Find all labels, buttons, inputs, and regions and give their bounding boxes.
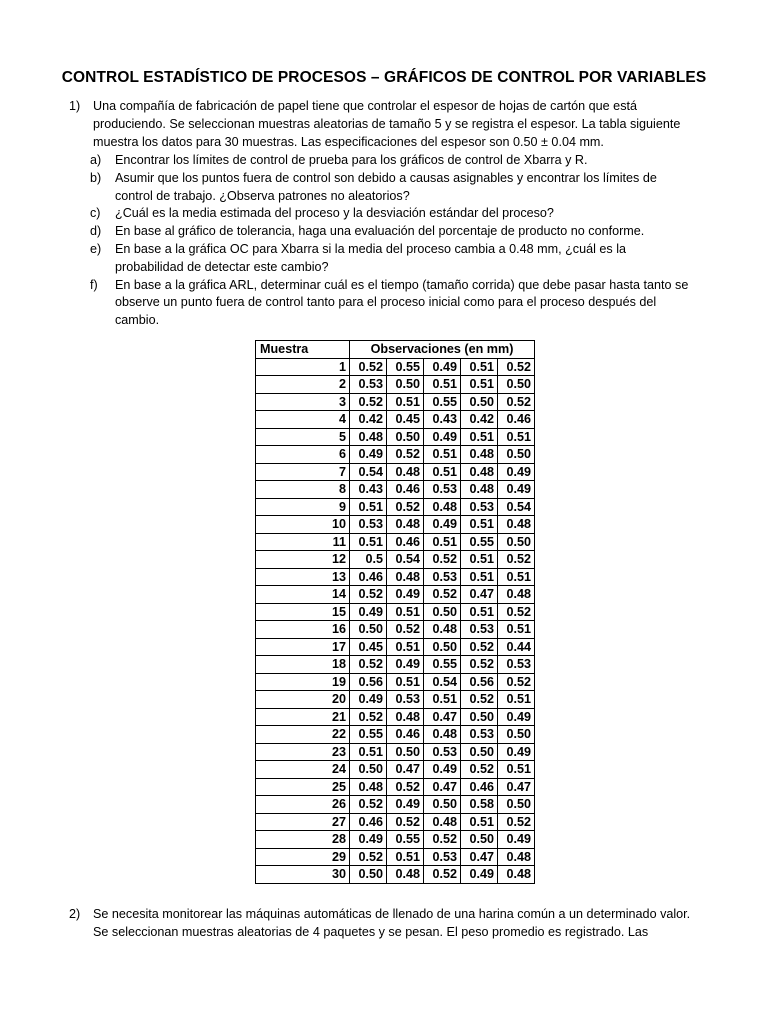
observation-cell: 0.44: [498, 638, 535, 656]
observation-cell: 0.46: [387, 533, 424, 551]
table-row: [256, 586, 535, 604]
observation-cell: 0.50: [387, 743, 424, 761]
muestra-cell: 17: [256, 638, 350, 656]
table-row: [256, 428, 535, 446]
observation-cell: 0.48: [350, 428, 387, 446]
observation-cell: 0.47: [387, 761, 424, 779]
muestra-cell: 6: [256, 446, 350, 464]
problem-1-item-b: b) Asumir que los puntos fuera de control son debido a causas asignables y encontrar los límites de control de trabajo. ¿Observa patrones no aleatorios?: [90, 170, 657, 203]
observation-cell: 0.46: [387, 726, 424, 744]
observation-cell: 0.48: [498, 866, 535, 884]
observation-cell: 0.49: [498, 463, 535, 481]
table-body: [256, 358, 535, 883]
table-row: [256, 411, 535, 429]
page-title: CONTROL ESTADÍSTICO DE PROCESOS – GRÁFICOS DE CONTROL POR VARIABLES: [61, 69, 707, 86]
observation-cell: 0.49: [387, 796, 424, 814]
observation-cell: 0.51: [350, 743, 387, 761]
observation-cell: 0.52: [350, 708, 387, 726]
observation-cell: 0.51: [424, 376, 461, 394]
observation-cell: 0.53: [461, 498, 498, 516]
muestra-cell: 5: [256, 428, 350, 446]
muestra-cell: 27: [256, 813, 350, 831]
observation-cell: 0.52: [387, 446, 424, 464]
muestra-cell: 7: [256, 463, 350, 481]
table-row: [256, 393, 535, 411]
observation-cell: 0.52: [387, 621, 424, 639]
observation-cell: 0.52: [350, 586, 387, 604]
observation-cell: 0.52: [498, 603, 535, 621]
table-row: [256, 533, 535, 551]
observation-cell: 0.55: [387, 358, 424, 376]
observation-cell: 0.51: [461, 568, 498, 586]
observation-cell: 0.46: [498, 411, 535, 429]
problem-2-number: 2): [69, 907, 81, 921]
muestra-cell: 8: [256, 481, 350, 499]
table-row: [256, 656, 535, 674]
observation-cell: 0.51: [498, 568, 535, 586]
observation-cell: 0.49: [350, 691, 387, 709]
observation-cell: 0.54: [387, 551, 424, 569]
observation-cell: 0.50: [424, 638, 461, 656]
observation-cell: 0.45: [387, 411, 424, 429]
muestra-cell: 23: [256, 743, 350, 761]
observation-cell: 0.49: [350, 603, 387, 621]
muestra-cell: 22: [256, 726, 350, 744]
observation-cell: 0.48: [350, 778, 387, 796]
muestra-cell: 11: [256, 533, 350, 551]
muestra-cell: 10: [256, 516, 350, 534]
observation-cell: 0.50: [350, 866, 387, 884]
observation-cell: 0.46: [350, 568, 387, 586]
observation-cell: 0.51: [350, 533, 387, 551]
observation-cell: 0.50: [498, 533, 535, 551]
observation-cell: 0.50: [498, 726, 535, 744]
observation-cell: 0.50: [387, 376, 424, 394]
observation-cell: 0.52: [387, 813, 424, 831]
observation-cell: 0.49: [498, 743, 535, 761]
observation-cell: 0.5: [350, 551, 387, 569]
observation-cell: 0.47: [424, 708, 461, 726]
observation-cell: 0.51: [387, 603, 424, 621]
muestra-cell: 1: [256, 358, 350, 376]
observation-cell: 0.48: [387, 463, 424, 481]
observation-cell: 0.49: [461, 866, 498, 884]
observation-cell: 0.46: [387, 481, 424, 499]
observation-cell: 0.51: [498, 691, 535, 709]
table-row: [256, 848, 535, 866]
table-row: [256, 831, 535, 849]
observation-cell: 0.48: [461, 446, 498, 464]
observation-cell: 0.48: [461, 463, 498, 481]
table-row: [256, 376, 535, 394]
observation-cell: 0.52: [424, 586, 461, 604]
header-observaciones: Observaciones (en mm): [350, 341, 535, 359]
observation-cell: 0.51: [461, 376, 498, 394]
observation-cell: 0.50: [350, 761, 387, 779]
observation-cell: 0.50: [498, 796, 535, 814]
table-header-row: [256, 341, 535, 359]
problem-1-text: Una compañía de fabricación de papel tiene que controlar el espesor de hojas de cartón que está produciendo. Se seleccionan muestras aleatorias de tamaño 5 y se registra el espesor. La tabla siguiente muestra los datos para 30 muestras. Las especificaciones del espesor son 0.50 ± 0.04 mm.: [93, 99, 681, 149]
problem-1-number: 1): [69, 99, 81, 113]
observation-cell: 0.51: [387, 848, 424, 866]
observation-cell: 0.54: [498, 498, 535, 516]
table-row: [256, 481, 535, 499]
observation-cell: 0.49: [387, 586, 424, 604]
observation-cell: 0.48: [498, 586, 535, 604]
observation-cell: 0.55: [387, 831, 424, 849]
observation-cell: 0.51: [461, 603, 498, 621]
observation-cell: 0.52: [424, 551, 461, 569]
table-row: [256, 813, 535, 831]
observation-cell: 0.50: [461, 393, 498, 411]
observation-cell: 0.46: [461, 778, 498, 796]
table-row: [256, 638, 535, 656]
observation-cell: 0.52: [498, 673, 535, 691]
observation-cell: 0.55: [461, 533, 498, 551]
observation-cell: 0.49: [424, 428, 461, 446]
table-row: [256, 691, 535, 709]
observation-cell: 0.51: [387, 393, 424, 411]
table-row: [256, 761, 535, 779]
observation-cell: 0.50: [387, 428, 424, 446]
problem-1-item-d: d) En base al gráfico de tolerancia, haga una evaluación del porcentaje de producto no conforme.: [90, 224, 645, 239]
table-row: [256, 673, 535, 691]
problem-1-item-f: f) En base a la gráfica ARL, determinar cuál es el tiempo (tamaño corrida) que debe pasar hasta tanto se observe un punto fuera de control tanto para el proceso inicial como para el proceso después del cambio.: [90, 277, 689, 328]
observation-cell: 0.49: [498, 831, 535, 849]
observation-cell: 0.48: [387, 866, 424, 884]
observation-cell: 0.50: [498, 376, 535, 394]
observation-cell: 0.53: [387, 691, 424, 709]
observation-cell: 0.52: [387, 498, 424, 516]
observation-cell: 0.53: [350, 516, 387, 534]
muestra-cell: 2: [256, 376, 350, 394]
problem-2: [69, 906, 693, 942]
observation-cell: 0.52: [424, 831, 461, 849]
table-row: [256, 708, 535, 726]
muestra-cell: 25: [256, 778, 350, 796]
table-row: [256, 551, 535, 569]
observation-cell: 0.50: [461, 743, 498, 761]
observation-cell: 0.48: [387, 708, 424, 726]
observation-cell: 0.54: [424, 673, 461, 691]
observation-cell: 0.47: [461, 586, 498, 604]
observation-cell: 0.51: [424, 533, 461, 551]
observation-cell: 0.49: [424, 358, 461, 376]
table-row: [256, 726, 535, 744]
problem-1-item-e: e) En base a la gráfica OC para Xbarra si la media del proceso cambia a 0.48 mm, ¿cuál es la probabilidad de detectar este cambio?: [90, 241, 626, 274]
observation-cell: 0.48: [498, 516, 535, 534]
muestra-cell: 4: [256, 411, 350, 429]
observation-cell: 0.49: [498, 708, 535, 726]
observation-cell: 0.42: [461, 411, 498, 429]
observation-cell: 0.49: [387, 656, 424, 674]
observation-cell: 0.43: [424, 411, 461, 429]
muestra-cell: 9: [256, 498, 350, 516]
observation-cell: 0.53: [424, 481, 461, 499]
muestra-cell: 19: [256, 673, 350, 691]
observation-cell: 0.49: [498, 481, 535, 499]
observation-cell: 0.51: [424, 691, 461, 709]
observation-cell: 0.51: [461, 516, 498, 534]
observation-cell: 0.51: [424, 446, 461, 464]
observation-cell: 0.48: [461, 481, 498, 499]
table-row: [256, 516, 535, 534]
table-row: [256, 446, 535, 464]
observation-cell: 0.49: [424, 761, 461, 779]
observation-cell: 0.45: [350, 638, 387, 656]
observation-cell: 0.50: [350, 621, 387, 639]
observation-cell: 0.47: [424, 778, 461, 796]
observation-cell: 0.46: [350, 813, 387, 831]
observation-cell: 0.50: [424, 603, 461, 621]
observation-cell: 0.51: [350, 498, 387, 516]
muestra-cell: 21: [256, 708, 350, 726]
observation-cell: 0.50: [424, 796, 461, 814]
problem-1: [69, 98, 693, 151]
observation-cell: 0.51: [461, 551, 498, 569]
observation-cell: 0.52: [498, 551, 535, 569]
observation-cell: 0.52: [498, 813, 535, 831]
observation-cell: 0.47: [461, 848, 498, 866]
observation-cell: 0.52: [350, 796, 387, 814]
observation-cell: 0.48: [424, 621, 461, 639]
observation-cell: 0.53: [461, 726, 498, 744]
observation-cell: 0.56: [350, 673, 387, 691]
muestra-cell: 12: [256, 551, 350, 569]
table-row: [256, 568, 535, 586]
muestra-cell: 14: [256, 586, 350, 604]
observation-cell: 0.51: [461, 428, 498, 446]
observation-cell: 0.51: [387, 638, 424, 656]
observation-cell: 0.51: [498, 428, 535, 446]
table-row: [256, 778, 535, 796]
observation-cell: 0.51: [498, 761, 535, 779]
observation-cell: 0.51: [387, 673, 424, 691]
muestra-cell: 26: [256, 796, 350, 814]
observation-cell: 0.56: [461, 673, 498, 691]
table-row: [256, 796, 535, 814]
table-row: [256, 498, 535, 516]
observation-cell: 0.48: [498, 848, 535, 866]
observation-cell: 0.47: [498, 778, 535, 796]
observation-cell: 0.52: [350, 656, 387, 674]
table-row: [256, 621, 535, 639]
observation-cell: 0.49: [350, 831, 387, 849]
observation-cell: 0.53: [498, 656, 535, 674]
muestra-cell: 24: [256, 761, 350, 779]
observation-cell: 0.49: [350, 446, 387, 464]
observation-cell: 0.50: [498, 446, 535, 464]
observation-cell: 0.51: [424, 463, 461, 481]
muestra-cell: 16: [256, 621, 350, 639]
observation-cell: 0.48: [424, 498, 461, 516]
header-muestra: Muestra: [256, 341, 350, 359]
observation-cell: 0.55: [424, 393, 461, 411]
observation-cell: 0.43: [350, 481, 387, 499]
observation-cell: 0.51: [461, 358, 498, 376]
observation-cell: 0.52: [424, 866, 461, 884]
observation-cell: 0.50: [461, 708, 498, 726]
observation-cell: 0.53: [424, 848, 461, 866]
table-row: [256, 603, 535, 621]
muestra-cell: 20: [256, 691, 350, 709]
muestra-cell: 30: [256, 866, 350, 884]
observation-cell: 0.52: [350, 358, 387, 376]
observation-cell: 0.52: [461, 761, 498, 779]
observation-cell: 0.52: [350, 393, 387, 411]
table-row: [256, 866, 535, 884]
muestra-cell: 18: [256, 656, 350, 674]
observation-cell: 0.52: [387, 778, 424, 796]
observation-cell: 0.52: [461, 691, 498, 709]
observation-cell: 0.42: [350, 411, 387, 429]
observation-cell: 0.54: [350, 463, 387, 481]
observation-cell: 0.48: [387, 568, 424, 586]
observation-cell: 0.48: [424, 726, 461, 744]
thickness-data-table: [255, 340, 535, 884]
observation-cell: 0.53: [424, 568, 461, 586]
observation-cell: 0.48: [387, 516, 424, 534]
observation-cell: 0.48: [424, 813, 461, 831]
observation-cell: 0.53: [424, 743, 461, 761]
muestra-cell: 3: [256, 393, 350, 411]
muestra-cell: 15: [256, 603, 350, 621]
observation-cell: 0.51: [461, 813, 498, 831]
observation-cell: 0.52: [498, 393, 535, 411]
observation-cell: 0.53: [461, 621, 498, 639]
table-row: [256, 358, 535, 376]
table-row: [256, 743, 535, 761]
observation-cell: 0.55: [350, 726, 387, 744]
problem-1-item-a: a) Encontrar los límites de control de prueba para los gráficos de control de Xbarra y R.: [90, 153, 588, 167]
problem-2-text: Se necesita monitorear las máquinas automáticas de llenado de una harina común a un determinado valor. Se seleccionan muestras aleatorias de 4 paquetes y se pesan. El peso promedio es registrado. Las: [93, 907, 691, 939]
observation-cell: 0.52: [461, 638, 498, 656]
observation-cell: 0.52: [498, 358, 535, 376]
observation-cell: 0.49: [424, 516, 461, 534]
muestra-cell: 28: [256, 831, 350, 849]
muestra-cell: 13: [256, 568, 350, 586]
observation-cell: 0.50: [461, 831, 498, 849]
observation-cell: 0.55: [424, 656, 461, 674]
muestra-cell: 29: [256, 848, 350, 866]
problem-1-items: [90, 152, 694, 330]
observation-cell: 0.58: [461, 796, 498, 814]
observation-cell: 0.52: [350, 848, 387, 866]
table-row: [256, 463, 535, 481]
observation-cell: 0.53: [350, 376, 387, 394]
observation-cell: 0.51: [498, 621, 535, 639]
problem-1-item-c: c) ¿Cuál es la media estimada del proceso y la desviación estándar del proceso?: [90, 206, 554, 221]
observation-cell: 0.52: [461, 656, 498, 674]
